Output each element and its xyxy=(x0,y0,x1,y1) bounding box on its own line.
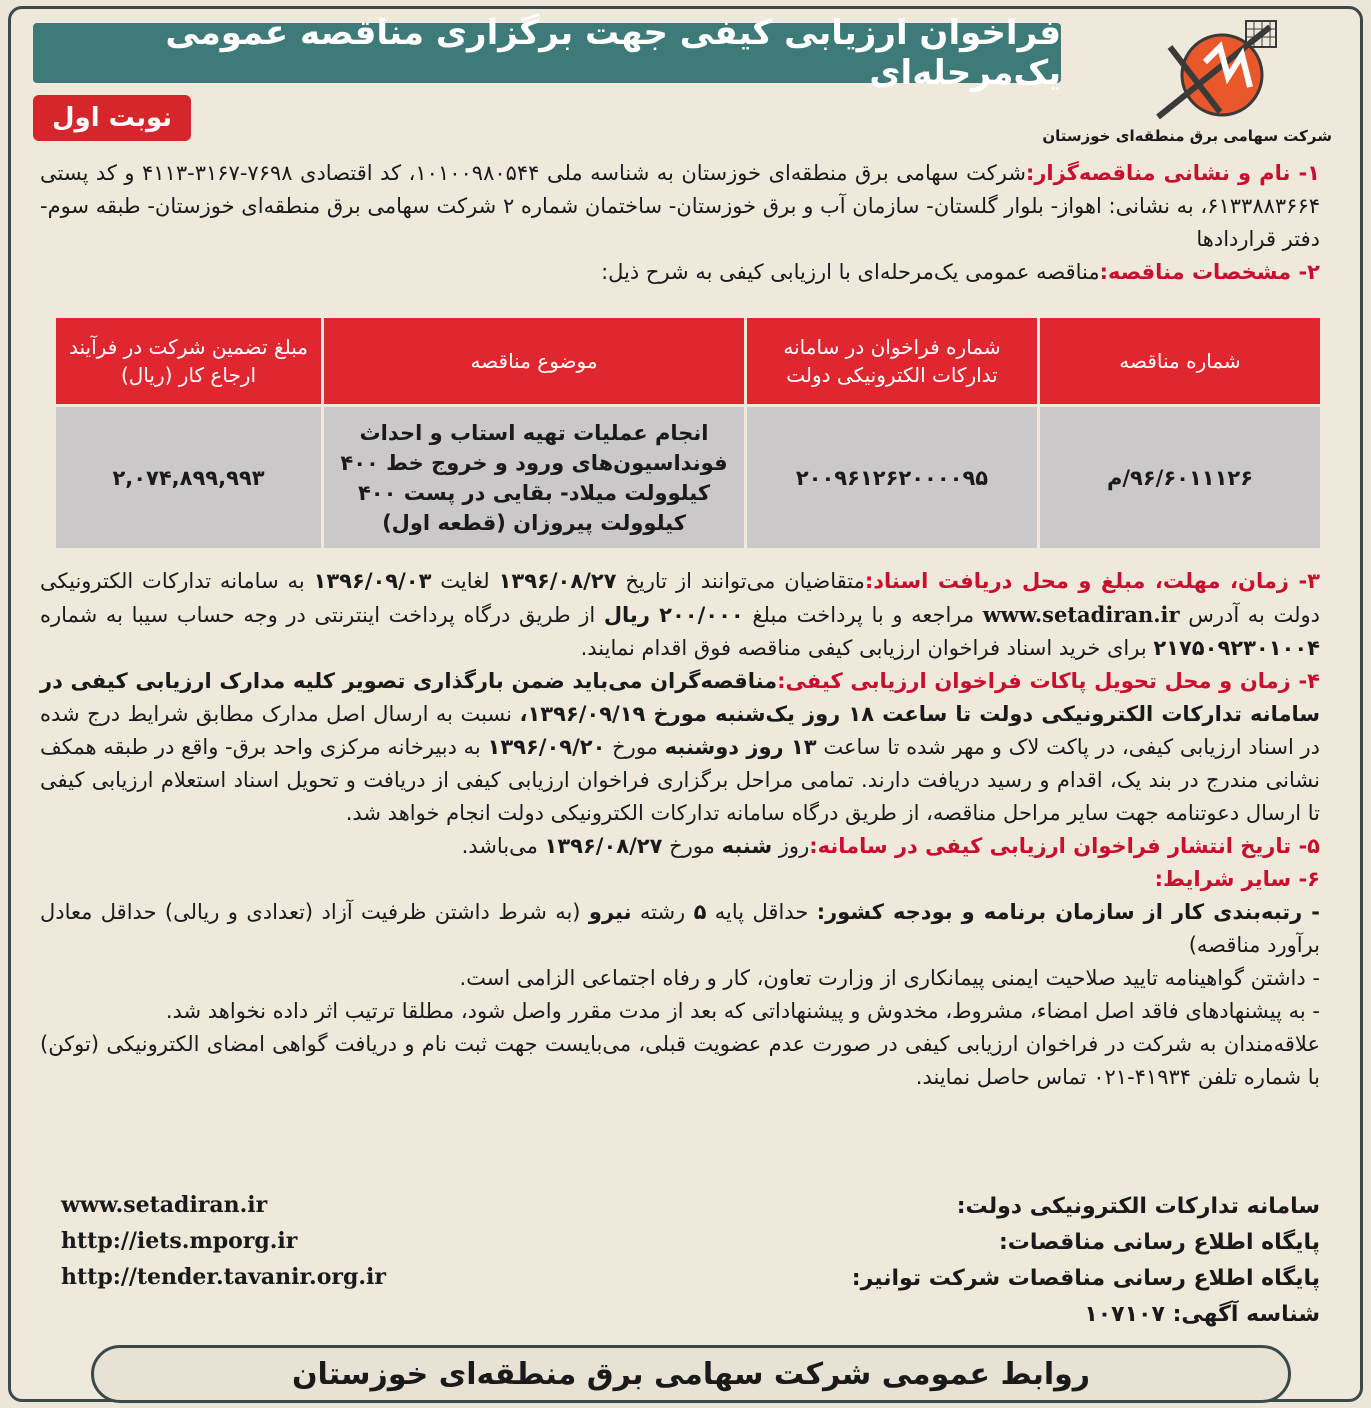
company-logo xyxy=(1042,17,1340,147)
cell-call-number: ۲۰۰۹۶۱۲۶۲۰۰۰۰۹۵ xyxy=(747,407,1037,548)
section-3-text: به سامانه تدارکات الکترونیکی دولت به آدرس xyxy=(40,569,1320,627)
publish-date: ۱۳۹۶/۰۸/۲۷ xyxy=(544,834,663,858)
header-call-number: شماره فراخوان در سامانه تدارکات الکترونیکی دولت xyxy=(747,318,1037,404)
footer-banner: روابط عمومی شرکت سهامی برق منطقه‌ای خوزستان xyxy=(91,1345,1291,1403)
header-guarantee: مبلغ تضمین شرکت در فرآیند ارجاع کار (ریال) xyxy=(56,318,321,404)
section-2-heading: ۲- مشخصات مناقصه: xyxy=(1099,260,1320,284)
section-4 xyxy=(40,665,1320,830)
cell-subject: انجام عملیات تهیه استاب و احداث فونداسیون‌های ورود و خروج خط ۴۰۰ کیلوولت میلاد- بقایی در پست ۴۰۰ کیلوولت پیروزان (قطعه اول) xyxy=(324,407,744,548)
condition-3: - به پیشنهادهای فاقد اصل امضاء، مشروط، مخدوش و پیشنهاداتی که بعد از مدت مقرر واصل شود، مطلقا ترتیب اثر داده نخواهد شد. xyxy=(165,999,1320,1023)
ad-id: ۱۰۷۱۰۷ xyxy=(1084,1302,1165,1327)
portal-links xyxy=(61,1187,386,1295)
condition-1 xyxy=(40,896,1320,962)
tender-table xyxy=(53,315,1323,551)
tavanir-url[interactable]: http://tender.tavanir.org.ir xyxy=(61,1264,386,1290)
section-3-text: برای خرید اسناد فراخوان ارزیابی کیفی مناقصه فوق اقدام نمایند. xyxy=(580,636,1154,660)
section-3-text: مراجعه و با پرداخت مبلغ xyxy=(743,603,983,627)
section-5-text: می‌باشد. xyxy=(461,834,545,858)
section-4-bold: مناقصه‌گران می‌باید ضمن بارگذاری تصویر کلیه مدارک ارزیابی کیفی در سامانه تدارکات الکترونیکی دولت تا ساعت ۱۸ روز یک‌شنبه مورخ ۱۳۹۶/۰۹/۱۹، xyxy=(40,669,1320,726)
section-5-heading: ۵- تاریخ انتشار فراخوان ارزیابی کیفی در سامانه: xyxy=(809,834,1320,858)
publish-day: شنبه xyxy=(721,834,773,858)
section-5-text: مورخ xyxy=(662,834,722,858)
table-header-row xyxy=(56,318,1320,404)
condition-1-grade: ۵ xyxy=(693,900,707,924)
section-6 xyxy=(40,863,1320,896)
section-4-text: نسبت به ارسال اصل مدارک مطابق شرایط درج شده در اسناد ارزیابی کیفی، در پاکت لاک و مهر شده تا ساعت xyxy=(40,702,1321,759)
setad-label: سامانه تدارکات الکترونیکی دولت: xyxy=(956,1194,1320,1219)
section-4-text: به دبیرخانه مرکزی واحد برق- واقع در طبقه همکف نشانی مندرج در بند یک، اقدام و رسید دریافت دارند. تمامی مراحل برگزاری فراخوان ارزیابی کیفی از دریافت و تحویل اسناد استعلام ارزیابی کیفی تا ارسال دعوتنامه جهت سایر مراحل مناقصه، از طریق درگاه سامانه تدارکات الکترونیکی دولت انجام خواهد شد. xyxy=(40,735,1320,825)
section-1-heading: ۱- نام و نشانی مناقصه‌گزار: xyxy=(1025,161,1320,185)
intro-sections xyxy=(40,157,1320,289)
condition-1-bold: - رتبه‌بندی کار از سازمان برنامه و بودجه کشور: xyxy=(816,900,1321,924)
section-1-text: شرکت سهامی برق منطقه‌ای خوزستان به شناسه ملی ۱۰۱۰۰۹۸۰۵۴۴، کد اقتصادی ۷۶۹۸-۳۱۶۷-۴۱۱۳ و کد پستی ۶۱۳۳۸۸۳۶۶۴، به نشانی: اهواز- بلوار گلستان- سازمان آب و برق خوزستان- ساختمان شماره ۲ شرکت سهامی برق منطقه‌ای خوزستان- طبقه سوم- دفتر قراردادها xyxy=(40,161,1320,251)
section-5-text: روز xyxy=(772,834,810,858)
condition-1-text: رشته xyxy=(631,900,694,924)
setad-url[interactable]: www.setadiran.ir xyxy=(61,1192,268,1218)
advertisement-page xyxy=(8,6,1363,1402)
fee-amount: ۲۰۰/۰۰۰ ریال xyxy=(603,603,744,627)
section-4-text: مورخ xyxy=(605,735,665,759)
section-3-text: متقاضیان می‌توانند از تاریخ xyxy=(616,569,865,593)
section-6-heading: ۶- سایر شرایط: xyxy=(1154,867,1320,891)
table-row xyxy=(56,407,1320,548)
delivery-date: ۱۳۹۶/۰۹/۲۰ xyxy=(487,735,606,759)
section-3-text: لغایت xyxy=(431,569,499,593)
tavanir-label: پایگاه اطلاع رسانی مناقصات شرکت توانیر: xyxy=(851,1266,1320,1291)
logo-icon xyxy=(1150,17,1280,127)
condition-4: علاقه‌مندان به شرکت در فراخوان ارزیابی کیفی در صورت عدم عضویت قبلی، می‌بایست جهت ثبت نام و دریافت گواهی امضای الکترونیکی (توکن) با شماره تلفن ۴۱۹۳۴-۰۲۱ تماس حاصل نمایند. xyxy=(40,1032,1320,1089)
condition-1-text: (به شرط داشتن ظرفیت آزاد (تعدادی و ریالی) حداقل معادل برآورد مناقصه) xyxy=(40,900,1320,957)
iets-label: پایگاه اطلاع رسانی مناقصات: xyxy=(999,1230,1320,1255)
page-title: فراخوان ارزیابی کیفی جهت برگزاری مناقصه عمومی یک‌مرحله‌ای xyxy=(33,23,1061,83)
main-sections xyxy=(40,565,1320,1094)
ad-id-label: شناسه آگهی: xyxy=(1172,1302,1320,1327)
portal-labels xyxy=(852,1189,1320,1333)
cell-guarantee: ۲,۰۷۴,۸۹۹,۹۹۳ xyxy=(56,407,321,548)
cell-tender-number: ۹۶/۶۰۱۱۱۲۶/م xyxy=(1040,407,1320,548)
start-date: ۱۳۹۶/۰۸/۲۷ xyxy=(498,569,617,593)
section-3 xyxy=(40,565,1320,665)
end-date: ۱۳۹۶/۰۹/۰۳ xyxy=(313,569,432,593)
header-tender-number: شماره مناقصه xyxy=(1040,318,1320,404)
section-1 xyxy=(40,157,1320,256)
setad-link[interactable]: www.setadiran.ir xyxy=(982,602,1180,627)
header-subject: موضوع مناقصه xyxy=(324,318,744,404)
company-name: شرکت سهامی برق منطقه‌ای خوزستان xyxy=(1042,127,1332,145)
condition-1-field: نیرو xyxy=(588,900,632,924)
section-3-heading: ۳- زمان، مهلت، مبلغ و محل دریافت اسناد: xyxy=(864,569,1320,593)
section-4-heading: ۴- زمان و محل تحویل پاکات فراخوان ارزیابی کیفی: xyxy=(777,669,1320,693)
section-5 xyxy=(40,830,1320,863)
round-badge: نوبت اول xyxy=(33,95,191,141)
ad-id-row xyxy=(852,1297,1320,1333)
condition-2: - داشتن گواهینامه تایید صلاحیت ایمنی پیمانکاری از وزارت تعاون، کار و رفاه اجتماعی الزامی است. xyxy=(459,966,1320,990)
section-2-text: مناقصه عمومی یک‌مرحله‌ای با ارزیابی کیفی به شرح ذیل: xyxy=(601,260,1100,284)
account-number: ۲۱۷۵۰۹۲۳۰۱۰۰۴ xyxy=(1153,636,1320,660)
section-3-text: از طریق درگاه پرداخت اینترنتی در وجه حساب سیبا به شماره xyxy=(40,603,604,627)
condition-1-text: حداقل پایه xyxy=(706,900,817,924)
delivery-time: ۱۳ روز دوشنبه xyxy=(664,735,817,759)
section-2 xyxy=(40,256,1320,289)
iets-url[interactable]: http://iets.mporg.ir xyxy=(61,1228,298,1254)
